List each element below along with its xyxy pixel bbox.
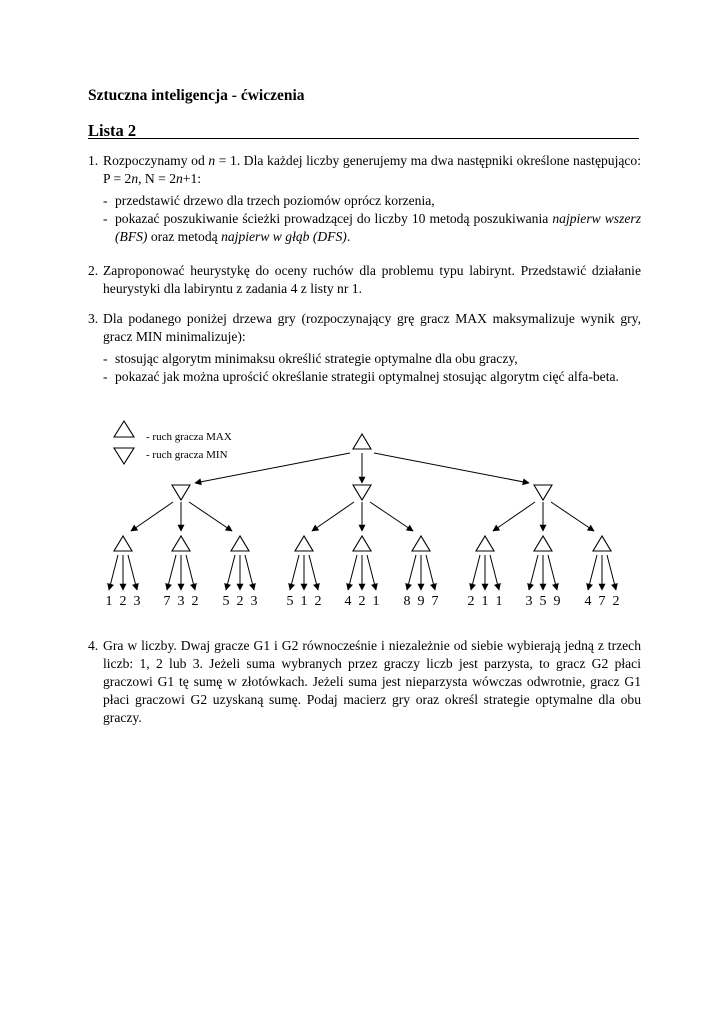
edge-arrow — [370, 502, 413, 531]
leaf-value: 5 — [539, 594, 547, 609]
edge-arrow — [407, 555, 416, 590]
leaf-value: 3 — [250, 594, 258, 609]
leaf-value: 2 — [314, 594, 322, 609]
task-number: 3. — [88, 311, 99, 326]
legend-max-label: - ruch gracza MAX — [146, 431, 232, 443]
edge-arrow — [588, 555, 597, 590]
leaf-value: 2 — [358, 594, 366, 609]
edge-arrow — [493, 502, 535, 531]
list-title: Lista 2 — [88, 121, 137, 140]
max-node — [172, 536, 190, 551]
task-number: 1. — [88, 153, 99, 168]
text-run: stosując algorytm minimaksu określić strategie optymalne dla obu graczy, — [115, 351, 518, 366]
edge-arrow — [226, 555, 235, 590]
leaf-value: 7 — [598, 594, 606, 609]
max-node — [231, 536, 249, 551]
dash-bullet-icon: - — [103, 211, 108, 226]
root-max-node — [353, 434, 371, 449]
edge-arrow — [374, 453, 529, 483]
task-number: 4. — [88, 638, 99, 653]
dash-bullet-icon: - — [103, 351, 108, 366]
max-node — [534, 536, 552, 551]
leaf-value: 1 — [495, 594, 503, 609]
edge-arrow — [312, 502, 354, 531]
leaf-value: 8 — [403, 594, 411, 609]
task-number: 2. — [88, 263, 99, 278]
edge-arrow — [471, 555, 480, 590]
leaf-value: 7 — [431, 594, 439, 609]
edge-arrow — [189, 502, 232, 531]
dash-bullet-icon: - — [103, 193, 108, 208]
min-node — [534, 485, 552, 500]
max-node — [476, 536, 494, 551]
edge-arrow — [426, 555, 435, 590]
edge-arrow — [167, 555, 176, 590]
leaf-value: 1 — [481, 594, 489, 609]
leaf-value: 2 — [467, 594, 475, 609]
leaf-value: 3 — [525, 594, 533, 609]
text-run: Dla podanego poniżej drzewa gry (rozpoczynający grę gracz MAX maksymalizuje wynik gry, gracz MIN minimalizuje): — [103, 311, 641, 344]
max-node — [353, 536, 371, 551]
edge-arrow — [348, 555, 357, 590]
leaf-value: 2 — [612, 594, 620, 609]
max-node — [295, 536, 313, 551]
text-run: przedstawić drzewo dla trzech poziomów oprócz korzenia, — [115, 193, 435, 208]
edge-arrow — [131, 502, 173, 531]
leaf-value: 9 — [553, 594, 561, 609]
leaf-value: 2 — [191, 594, 199, 609]
leaf-value: 5 — [286, 594, 294, 609]
edge-arrow — [245, 555, 254, 590]
leaf-value: 2 — [119, 594, 127, 609]
leaf-value: 1 — [105, 594, 113, 609]
edge-arrow — [367, 555, 376, 590]
text-run: Rozpoczynamy od — [103, 153, 209, 168]
edge-arrow — [128, 555, 137, 590]
text-run: oraz metodą — [147, 229, 222, 244]
text-run: pokazać jak można uprościć określanie strategii optymalnej stosując algorytm cięć alfa-beta. — [115, 369, 619, 384]
course-title: Sztuczna inteligencja - ćwiczenia — [88, 87, 305, 104]
leaf-value: 1 — [300, 594, 308, 609]
min-node — [353, 485, 371, 500]
text-run: , N = 2 — [138, 171, 176, 186]
leaf-value: 2 — [236, 594, 244, 609]
leaf-value: 3 — [177, 594, 185, 609]
text-run: pokazać poszukiwanie ścieżki prowadzącej do liczby 10 metodą poszukiwania — [115, 211, 553, 226]
text-run: n — [176, 171, 183, 186]
max-node — [412, 536, 430, 551]
leaf-value: 7 — [163, 594, 171, 609]
edge-arrow — [551, 502, 594, 531]
leaf-value: 4 — [344, 594, 352, 609]
edge-arrow — [109, 555, 118, 590]
edge-arrow — [309, 555, 318, 590]
text-run: n — [131, 171, 139, 186]
leaf-value: 4 — [584, 594, 592, 609]
min-triangle-legend-icon — [114, 448, 134, 464]
legend-min-label: - ruch gracza MIN — [146, 449, 228, 461]
edge-arrow — [186, 555, 195, 590]
leaf-value: 1 — [372, 594, 380, 609]
min-node — [172, 485, 190, 500]
text-run: = 1. Dla każdej liczby generujemy ma dwa następniki określone następująco: P = 2 — [103, 153, 641, 186]
text-run: n — [208, 153, 216, 168]
text-run: . — [346, 229, 351, 244]
max-triangle-legend-icon — [114, 421, 134, 437]
text-run: +1: — [182, 171, 202, 186]
leaf-value: 5 — [222, 594, 230, 609]
max-node — [114, 536, 132, 551]
text-run: Gra w liczby. Dwaj gracze G1 i G2 równocześnie i niezależnie od siebie wybierają jedną z trzech liczb: 1, 2 lub 3. Jeżeli suma wybranych przez graczy liczb jest parzysta, to gracz G2 płaci graczowi G1 tę sumę w złotówkach. Jeżeli suma jest nieparzysta wówczas odwrotnie, gracz G1 płaci graczowi G2 uzyskaną sumę. Podaj macierz gry oraz określ strategie optymalne dla obu graczy. — [103, 638, 641, 725]
text-run: najpierw w głąb (DFS) — [221, 229, 347, 244]
dash-bullet-icon: - — [103, 369, 108, 384]
edge-arrow — [490, 555, 499, 590]
edge-arrow — [548, 555, 557, 590]
edge-arrow — [607, 555, 616, 590]
text-run: najpierw wszerz (BFS) — [115, 211, 641, 244]
max-node — [593, 536, 611, 551]
edge-arrow — [529, 555, 538, 590]
text-run: Zaproponować heurystykę do oceny ruchów dla problemu typu labirynt. Przedstawić działanie heurystyki dla labiryntu z zadania 4 z listy nr 1. — [103, 263, 641, 296]
leaf-value: 9 — [417, 594, 425, 609]
edge-arrow — [290, 555, 299, 590]
tree-legend — [114, 421, 232, 464]
leaf-value: 3 — [133, 594, 141, 609]
